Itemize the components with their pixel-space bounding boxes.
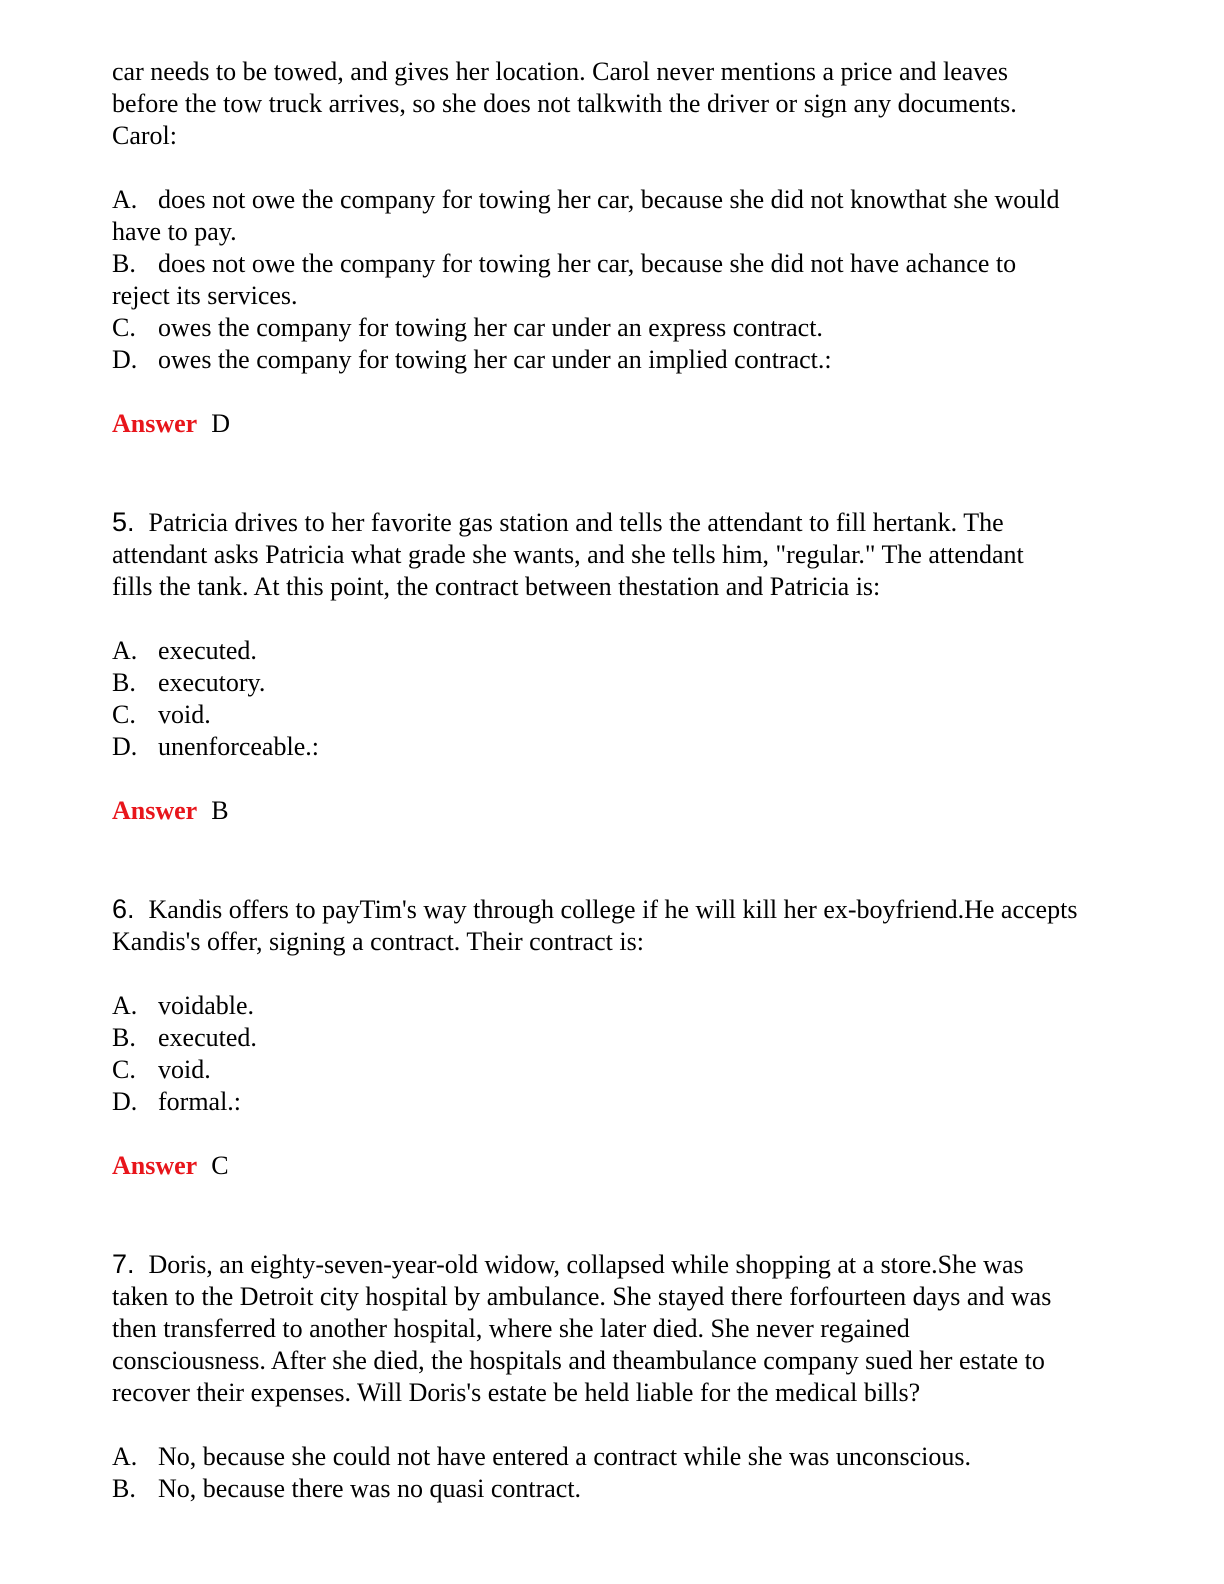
option-a [112, 635, 1122, 667]
option-a [112, 990, 1122, 1022]
option-d [112, 1086, 1122, 1118]
option-text-continued: reject its services. [112, 281, 298, 310]
question-7 [112, 1248, 1122, 1505]
option-text: owes the company for towing her car under an express contract. [158, 313, 823, 342]
option-a [112, 1441, 1122, 1473]
option-text: unenforceable.: [158, 732, 319, 761]
options-list [112, 184, 1122, 376]
question-text [112, 506, 1122, 603]
question-text [112, 893, 1122, 958]
option-letter: A. [112, 636, 138, 665]
option-b-continued [112, 280, 1122, 312]
question-line: Doris, an eighty-seven-year-old widow, collapsed while shopping at a store.She was [148, 1250, 1024, 1279]
option-letter: A. [112, 1442, 138, 1471]
option-letter: B. [112, 249, 136, 278]
option-letter: B. [112, 1474, 136, 1503]
option-text: does not owe the company for towing her car, because she did not have achance to [158, 249, 1017, 278]
option-d [112, 731, 1122, 763]
option-text: owes the company for towing her car under an implied contract.: [158, 345, 832, 374]
answer-line [112, 408, 1122, 440]
option-letter: C. [112, 700, 136, 729]
question-number: 6. [112, 894, 135, 924]
option-b [112, 667, 1122, 699]
option-text-continued: have to pay. [112, 217, 237, 246]
option-b [112, 1022, 1122, 1054]
answer-line [112, 795, 1122, 827]
question-line: consciousness. After she died, the hospitals and theambulance company sued her estate to [112, 1346, 1045, 1375]
question-line: Patricia drives to her favorite gas station and tells the attendant to fill hertank. The [148, 508, 1004, 537]
question-line: taken to the Detroit city hospital by ambulance. She stayed there forfourteen days and was [112, 1282, 1052, 1311]
answer-line [112, 1150, 1122, 1182]
option-text: formal.: [158, 1087, 242, 1116]
question-5 [112, 506, 1122, 827]
option-c [112, 1054, 1122, 1086]
question-line: Carol: [112, 121, 177, 150]
spacer [112, 827, 1122, 893]
options-list [112, 1441, 1122, 1505]
option-text: executed. [158, 1023, 257, 1052]
option-letter: C. [112, 313, 136, 342]
question-line: then transferred to another hospital, where she later died. She never regained [112, 1314, 910, 1343]
option-d [112, 344, 1122, 376]
option-text: executory. [158, 668, 266, 697]
option-b [112, 248, 1122, 280]
option-text: void. [158, 700, 211, 729]
option-letter: B. [112, 1023, 136, 1052]
option-c [112, 699, 1122, 731]
option-text: No, because she could not have entered a contract while she was unconscious. [158, 1442, 971, 1471]
answer-value: D [211, 409, 230, 438]
option-a-continued [112, 216, 1122, 248]
option-c [112, 312, 1122, 344]
option-letter: A. [112, 991, 138, 1020]
question-line: fills the tank. At this point, the contract between thestation and Patricia is: [112, 572, 881, 601]
document-page [112, 56, 1122, 1505]
question-number: 5. [112, 507, 135, 537]
question-text [112, 56, 1122, 152]
option-text: executed. [158, 636, 257, 665]
option-letter: A. [112, 185, 138, 214]
spacer [112, 1182, 1122, 1248]
option-b [112, 1473, 1122, 1505]
option-letter: C. [112, 1055, 136, 1084]
question-line: Kandis's offer, signing a contract. Their contract is: [112, 927, 644, 956]
answer-label: Answer [112, 409, 198, 438]
option-text: does not owe the company for towing her car, because she did not knowthat she would [158, 185, 1060, 214]
option-text: void. [158, 1055, 211, 1084]
option-letter: D. [112, 345, 138, 374]
option-letter: B. [112, 668, 136, 697]
spacer [112, 440, 1122, 506]
question-line: before the tow truck arrives, so she does not talkwith the driver or sign any documents. [112, 89, 1017, 118]
answer-label: Answer [112, 1151, 198, 1180]
option-letter: D. [112, 1087, 138, 1116]
option-a [112, 184, 1122, 216]
question-6 [112, 893, 1122, 1182]
option-letter: D. [112, 732, 138, 761]
question-line: Kandis offers to payTim's way through college if he will kill her ex-boyfriend.He accepts [148, 895, 1078, 924]
question-carryover [112, 56, 1122, 440]
answer-value: B [211, 796, 229, 825]
question-number: 7. [112, 1249, 135, 1279]
option-text: No, because there was no quasi contract. [158, 1474, 582, 1503]
question-text [112, 1248, 1122, 1409]
options-list [112, 635, 1122, 763]
options-list [112, 990, 1122, 1118]
question-line: attendant asks Patricia what grade she wants, and she tells him, "regular." The attendant [112, 540, 1024, 569]
answer-value: C [211, 1151, 229, 1180]
answer-label: Answer [112, 796, 198, 825]
question-line: car needs to be towed, and gives her location. Carol never mentions a price and leaves [112, 57, 1008, 86]
option-text: voidable. [158, 991, 255, 1020]
question-line: recover their expenses. Will Doris's estate be held liable for the medical bills? [112, 1378, 921, 1407]
